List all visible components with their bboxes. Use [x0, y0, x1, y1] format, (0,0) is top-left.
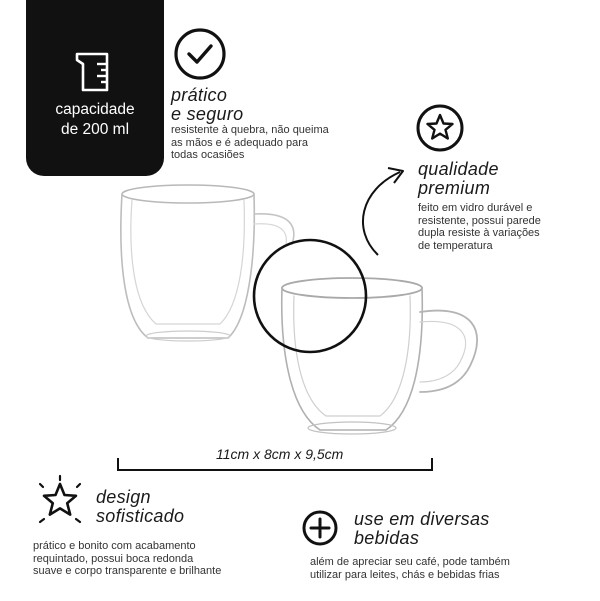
feature-design-title-line-2: sofisticado	[96, 506, 185, 526]
feature-drinks-title-line-1: use em diversas	[354, 509, 490, 529]
feature-design-desc-line: requintado, possui boca redonda	[33, 552, 194, 565]
plus-circle-icon	[302, 510, 338, 546]
dimensions-label: 11cm x 8cm x 9,5cm	[216, 446, 344, 462]
feature-design-description	[33, 540, 221, 578]
capacity-line-2: de 200 ml	[60, 121, 130, 138]
feature-design-title-line-1: design	[96, 487, 151, 507]
feature-safe-title-line-2: e seguro	[171, 104, 244, 124]
feature-drinks-title	[354, 510, 490, 548]
feature-premium-desc-line: dupla resiste à variações	[418, 227, 540, 239]
feature-premium-title-line-1: qualidade	[418, 159, 499, 179]
feature-drinks-desc-line: utilizar para leites, chás e bebidas frias	[310, 568, 500, 581]
feature-drinks-description	[310, 556, 510, 581]
feature-safe-title-line-1: prático	[171, 85, 228, 105]
feature-drinks-title-line-2: bebidas	[354, 528, 420, 548]
feature-design-title	[96, 488, 184, 526]
feature-premium-desc-line: feito em vidro durável e	[418, 202, 533, 214]
feature-premium-desc-line: resistente, possui parede	[418, 214, 541, 227]
sparkle-star-icon	[34, 476, 86, 528]
feature-safe-desc-line: as mãos e é adequado para	[171, 136, 308, 149]
feature-design-desc-line: prático e bonito com acabamento	[33, 540, 196, 552]
feature-drinks-desc-line: além de apreciar seu café, pode também	[310, 556, 510, 568]
capacity-line-1: capacidade	[55, 101, 135, 118]
feature-safe-desc-line: todas ocasiões	[171, 149, 245, 161]
feature-premium-title-line-2: premium	[418, 178, 491, 198]
feature-design-desc-line: suave e corpo transparente e brilhante	[33, 565, 222, 577]
feature-safe-desc-line: resistente à quebra, não queima	[171, 124, 329, 136]
feature-premium-desc-line: de temperatura	[418, 239, 493, 252]
